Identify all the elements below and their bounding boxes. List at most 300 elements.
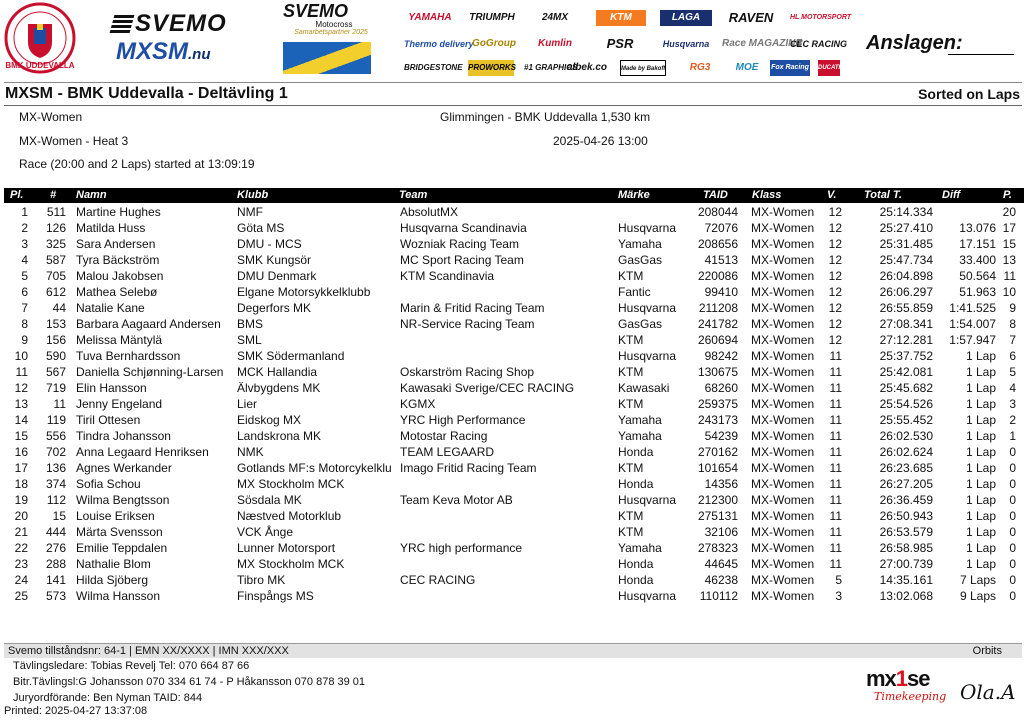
cell-laps: 11 [829,557,842,571]
cell-club: Eidskog MX [237,413,302,427]
table-row [4,476,1024,492]
cell-points: 15 [1002,237,1016,251]
cell-name: Tuva Bernhardsson [76,349,181,363]
event-title: MXSM - BMK Uddevalla - Deltävling 1 [5,85,288,102]
cell-total-time: 26:36.459 [879,493,933,507]
cell-diff: 1:57.947 [949,333,996,347]
cell-brand: Husqvarna [618,221,677,235]
table-row [4,332,1024,348]
col-number: # [50,189,57,201]
cell-class: MX-Women [751,525,815,539]
cell-brand: Husqvarna [618,301,677,315]
cell-taid: 101654 [697,461,738,475]
cell-total-time: 25:31.485 [879,237,933,251]
sponsor-albek: albek.co [566,62,608,73]
cell-laps: 11 [829,461,842,475]
cell-team: YRC high performance [400,541,523,555]
cell-team: Kawasaki Sverige/CEC RACING [400,381,575,395]
cell-pl: 4 [21,253,28,267]
cell-taid: 98242 [704,349,738,363]
cell-number: 702 [45,445,66,459]
cell-team: Marin & Fritid Racing Team [400,301,545,315]
cell-club: SMK Kungsör [237,253,312,267]
cell-team: NR-Service Racing Team [400,317,535,331]
cell-taid: 270162 [697,445,738,459]
cell-taid: 99410 [704,285,738,299]
cell-club: SMK Södermanland [237,349,345,363]
cell-name: Malou Jakobsen [76,269,164,283]
cell-class: MX-Women [751,333,815,347]
cell-team [400,284,614,300]
cell-points: 20 [1002,205,1016,219]
sponsor-24mx: 24MX [541,12,569,23]
cell-name: Mathea Selebø [76,285,158,299]
cell-club: Elgane Motorsykkelklubb [237,285,371,299]
cell-class: MX-Women [751,493,815,507]
cell-number: 556 [45,429,66,443]
cell-name: Daniella Schjønning-Larsen [76,365,224,379]
cell-total-time: 25:45.682 [879,381,933,395]
cell-pl: 10 [14,349,28,363]
printed-timestamp: Printed: 2025-04-27 13:37:08 [4,705,148,717]
cell-number: 705 [45,269,66,283]
cell-taid: 130675 [697,365,738,379]
sponsor-rg3: RG3 [689,62,711,73]
cell-club: Finspångs MS [237,589,314,603]
cell-club: MCK Hallandia [237,365,318,379]
cell-brand: Honda [618,557,654,571]
cell-diff: 1 Lap [965,365,996,379]
cell-name: Tiril Ottesen [76,413,141,427]
cell-laps: 12 [828,301,842,315]
anslagen-label: Anslagen: [866,32,963,54]
cell-club: Degerfors MK [237,301,312,315]
cell-total-time: 25:47.734 [879,253,933,267]
cell-brand [618,204,688,220]
cell-total-time: 26:06.297 [879,285,933,299]
cell-club: SML [237,333,262,347]
cell-name: Märta Svensson [76,525,163,539]
cell-number: 112 [46,493,66,507]
cell-class: MX-Women [751,285,815,299]
table-row [4,588,1024,604]
cell-pl: 19 [14,493,28,507]
col-taid: TAID [703,189,728,201]
cell-laps: 12 [828,269,842,283]
cell-total-time: 25:27.410 [879,221,933,235]
cell-total-time: 26:02.624 [879,445,933,459]
cell-brand: Honda [618,477,654,491]
cell-team: KGMX [400,397,436,411]
anslagen-signature-line [948,54,1014,55]
cell-club: MX Stockholm MCK [237,557,345,571]
cell-brand: KTM [618,365,644,379]
cell-points: 2 [1009,413,1016,427]
cell-number: 141 [45,573,66,587]
cell-points: 7 [1009,333,1016,347]
cell-taid: 212300 [697,493,738,507]
cell-name: Natalie Kane [76,301,145,315]
cell-class: MX-Women [751,477,815,491]
cell-team: AbsolutMX [400,205,459,219]
cell-taid: 243173 [697,413,738,427]
cell-team: Husqvarna Scandinavia [400,221,527,235]
cell-total-time: 27:12.281 [879,333,933,347]
cell-laps: 11 [829,493,842,507]
club-badge-logo [4,2,76,74]
cell-number: 325 [45,237,66,251]
cell-points: 5 [1009,365,1016,379]
col-team: Team [399,189,428,201]
cell-diff: 50.564 [959,269,996,283]
cell-laps: 12 [828,285,842,299]
cell-team: Wozniak Racing Team [400,237,519,251]
cell-points: 0 [1009,509,1016,523]
cell-class: MX-Women [751,237,815,251]
cell-diff [934,204,996,220]
cell-taid: 54239 [704,429,738,443]
cell-total-time: 26:27.205 [879,477,933,491]
cell-diff: 1 Lap [965,477,996,491]
cell-team [400,332,614,348]
cell-total-time: 26:50.943 [879,509,933,523]
cell-team [400,508,614,524]
cell-class: MX-Women [751,253,815,267]
assistant-directors: Bitr.Tävlingsl:G Johansson 070 334 61 74 - P Håkansson 070 878 39 01 [13,676,366,688]
cell-diff: 1 Lap [965,413,996,427]
cell-club: Landskrona MK [237,429,322,443]
cell-laps: 5 [835,573,842,587]
table-row [4,380,1024,396]
table-row [4,348,1024,364]
cell-brand: Husqvarna [618,589,677,603]
cell-class: MX-Women [751,381,815,395]
cell-points: 0 [1009,557,1016,571]
cell-points: 4 [1009,381,1016,395]
cell-total-time: 25:54.526 [879,397,933,411]
cell-team: Team Keva Motor AB [400,493,513,507]
results-table-header [4,188,1024,203]
cell-pl: 17 [14,461,28,475]
cell-points: 10 [1002,285,1016,299]
cell-name: Hilda Sjöberg [76,573,149,587]
col-laps: V. [827,189,837,201]
cell-brand: Fantic [618,285,651,299]
cell-class: MX-Women [751,413,815,427]
mxsm-logo: MXSM.nu [116,38,211,65]
cell-diff: 1:41.525 [949,301,996,315]
cell-class: MX-Women [751,317,815,331]
cell-pl: 14 [14,413,28,427]
cell-name: Elin Hansson [76,381,147,395]
cell-total-time: 26:55.859 [879,301,933,315]
header-rule-top [4,82,1022,83]
cell-number: 612 [45,285,66,299]
cell-number: 276 [45,541,66,555]
cell-pl: 1 [21,205,28,219]
cell-taid: 241782 [697,317,738,331]
cell-total-time: 25:14.334 [879,205,933,219]
table-row [4,236,1024,252]
cell-team: CEC RACING [400,573,476,587]
cell-club: MX Stockholm MCK [237,477,345,491]
cell-brand: Honda [618,573,654,587]
cell-team [400,588,614,604]
table-row [4,492,1024,508]
cell-diff: 1:54.007 [949,317,996,331]
table-row [4,428,1024,444]
cell-laps: 12 [828,221,842,235]
cell-diff: 1 Lap [965,525,996,539]
cell-taid: 32106 [704,525,738,539]
race-director: Tävlingsledare: Tobias Revelj Tel: 070 664 87 66 [13,660,250,672]
class-name: MX-Women [19,110,83,124]
cell-laps: 12 [828,317,842,331]
cell-club: BMS [237,317,264,331]
mx1se-timekeeping-logo [866,668,956,708]
cell-pl: 24 [14,573,28,587]
cell-class: MX-Women [751,365,815,379]
cell-diff: 1 Lap [965,493,996,507]
cell-club: Næstved Motorklub [237,509,342,523]
cell-points: 0 [1009,493,1016,507]
cell-laps: 12 [828,205,842,219]
cell-taid: 211208 [698,301,738,315]
cell-points: 0 [1009,573,1016,587]
cell-club: Göta MS [237,221,285,235]
cell-number: 567 [45,365,66,379]
cell-name: Agnes Werkander [76,461,172,475]
cell-taid: 259375 [697,397,738,411]
cell-club: Älvbygdens MK [237,381,321,395]
cell-brand: Yamaha [618,541,662,555]
cell-number: 444 [45,525,66,539]
table-row [4,316,1024,332]
venue: Glimmingen - BMK Uddevalla 1,530 km [440,110,651,124]
cell-pl: 23 [14,557,28,571]
sponsor-moe: MOE [735,62,759,73]
cell-total-time: 25:37.752 [879,349,933,363]
cell-taid: 208656 [697,237,738,251]
partner-line-text: Samarbetspartner 2025 [294,29,368,36]
sponsor-hl-motorsport: HL MOTORSPORT [790,14,852,21]
cell-brand: KTM [618,269,644,283]
cell-total-time: 26:58.985 [879,541,933,555]
cell-brand: Yamaha [618,237,662,251]
table-row [4,412,1024,428]
cell-club: Sösdala MK [237,493,302,507]
cell-points: 9 [1009,301,1016,315]
cell-diff: 13.076 [959,221,996,235]
cell-pl: 16 [14,445,28,459]
cell-taid: 110112 [699,589,738,603]
col-club: Klubb [237,189,269,201]
cell-taid: 278323 [697,541,738,555]
cell-taid: 72076 [704,221,738,235]
col-total-time: Total T. [864,189,902,201]
cell-laps: 11 [829,349,842,363]
table-row [4,508,1024,524]
cell-points: 17 [1002,221,1016,235]
col-class: Klass [752,189,782,201]
sponsor-made-by-bakoff: Made by Bakoff [620,60,666,76]
cell-name: Wilma Hansson [76,589,161,603]
col-pl: Pl. [10,189,24,201]
cell-laps: 11 [829,445,842,459]
swedish-flag-graphic-icon [283,42,371,74]
cell-name: Tyra Bäckström [76,253,160,267]
club-badge-text: BMK UDDEVALLA [5,61,75,70]
sponsor-ducati: DUCATI [818,60,840,76]
sponsor-kumlin: Kumlin [538,38,572,49]
table-row [4,524,1024,540]
cell-total-time: 25:55.452 [879,413,933,427]
cell-pl: 2 [21,221,28,235]
sponsor-ktm: KTM [596,10,646,26]
cell-laps: 11 [829,541,842,555]
jury-chairman: Juryordförande: Ben Nyman TAID: 844 [13,692,203,704]
sort-label: Sorted on Laps [918,86,1020,102]
cell-points: 6 [1009,349,1016,363]
cell-team [400,348,614,364]
cell-name: Barbara Aagaard Andersen [76,317,221,331]
col-brand: Märke [618,189,650,201]
cell-pl: 11 [15,365,28,379]
cell-laps: 11 [829,429,842,443]
table-row [4,300,1024,316]
cell-taid: 275131 [697,509,738,523]
signature: Ola.A [960,680,1016,704]
cell-team: Oskarström Racing Shop [400,365,535,379]
cell-diff: 1 Lap [965,557,996,571]
cell-number: 573 [45,589,66,603]
footer-bar [4,643,1022,658]
cell-club: NMF [237,205,263,219]
cell-brand: GasGas [618,253,663,267]
cell-name: Nathalie Blom [76,557,151,571]
table-row [4,268,1024,284]
cell-pl: 21 [14,525,28,539]
cell-total-time: 14:35.161 [879,573,933,587]
logo-band [0,0,1024,82]
cell-club: Tibro MK [237,573,286,587]
cell-pl: 7 [21,301,28,315]
cell-pl: 18 [14,477,28,491]
cell-diff: 1 Lap [965,397,996,411]
cell-laps: 12 [828,333,842,347]
cell-total-time: 26:53.579 [879,525,933,539]
cell-points: 0 [1009,541,1016,555]
cell-team [400,524,614,540]
cell-total-time: 27:00.739 [879,557,933,571]
cell-team: YRC High Performance [400,413,526,427]
mx1se-text: mx1se [866,666,930,691]
cell-number: 156 [45,333,66,347]
cell-name: Martine Hughes [76,205,161,219]
cell-diff: 1 Lap [965,509,996,523]
cell-brand: Kawasaki [618,381,670,395]
table-row [4,572,1024,588]
cell-laps: 11 [829,397,842,411]
cell-number: 119 [46,413,66,427]
cell-diff: 1 Lap [965,445,996,459]
cell-number: 590 [45,349,66,363]
svemo-motocross-logo [283,2,375,76]
sponsor-husqvarna: Husqvarna [662,39,710,49]
cell-name: Sara Andersen [76,237,156,251]
cell-number: 511 [46,205,66,219]
cell-brand: KTM [618,525,644,539]
sponsor-gogroup: GoGroup [472,38,516,49]
cell-taid: 14356 [704,477,738,491]
cell-taid: 220086 [697,269,738,283]
cell-name: Sofia Schou [76,477,141,491]
sponsor-race-magazine: Race MAGAZINE [722,38,803,49]
cell-taid: 68260 [704,381,738,395]
cell-number: 153 [45,317,66,331]
table-row [4,460,1024,476]
cell-number: 44 [52,301,66,315]
cell-taid: 46238 [704,573,738,587]
cell-total-time: 27:08.341 [879,317,933,331]
cell-brand: Honda [618,445,654,459]
col-name: Namn [76,189,107,201]
cell-pl: 20 [14,509,28,523]
cell-points: 8 [1009,317,1016,331]
cell-brand: Husqvarna [618,349,677,363]
cell-number: 136 [45,461,66,475]
cell-laps: 11 [829,365,842,379]
cell-diff: 51.963 [959,285,996,299]
cell-brand: KTM [618,333,644,347]
cell-club: VCK Ånge [237,525,294,539]
cell-team [400,476,614,492]
table-row [4,252,1024,268]
race-info: Race (20:00 and 2 Laps) started at 13:09:19 [19,157,255,171]
cell-brand: Yamaha [618,429,662,443]
cell-class: MX-Women [751,349,815,363]
cell-pl: 15 [14,429,28,443]
cell-pl: 25 [14,589,28,603]
cell-points: 1 [1009,429,1016,443]
cell-diff: 1 Lap [965,381,996,395]
cell-brand: KTM [618,397,644,411]
cell-diff: 1 Lap [965,541,996,555]
cell-laps: 11 [829,381,842,395]
cell-diff: 33.400 [959,253,996,267]
cell-points: 0 [1009,589,1016,603]
timing-provider: Orbits [972,645,1002,657]
cell-diff: 7 Laps [959,573,996,587]
cell-taid: 260694 [697,333,738,347]
cell-class: MX-Women [751,269,815,283]
cell-class: MX-Women [751,573,815,587]
cell-team [400,556,614,572]
cell-points: 0 [1009,525,1016,539]
table-row [4,556,1024,572]
cell-team: KTM Scandinavia [400,269,495,283]
cell-brand: KTM [618,461,644,475]
header-rule-bottom [4,105,1022,106]
table-row [4,540,1024,556]
cell-number: 11 [53,397,66,411]
cell-diff: 1 Lap [965,349,996,363]
cell-class: MX-Women [751,397,815,411]
cell-class: MX-Women [751,541,815,555]
sponsor-proworks: PROWORKS [468,60,514,76]
cell-diff: 1 Lap [965,429,996,443]
cell-name: Wilma Bengtsson [76,493,170,507]
